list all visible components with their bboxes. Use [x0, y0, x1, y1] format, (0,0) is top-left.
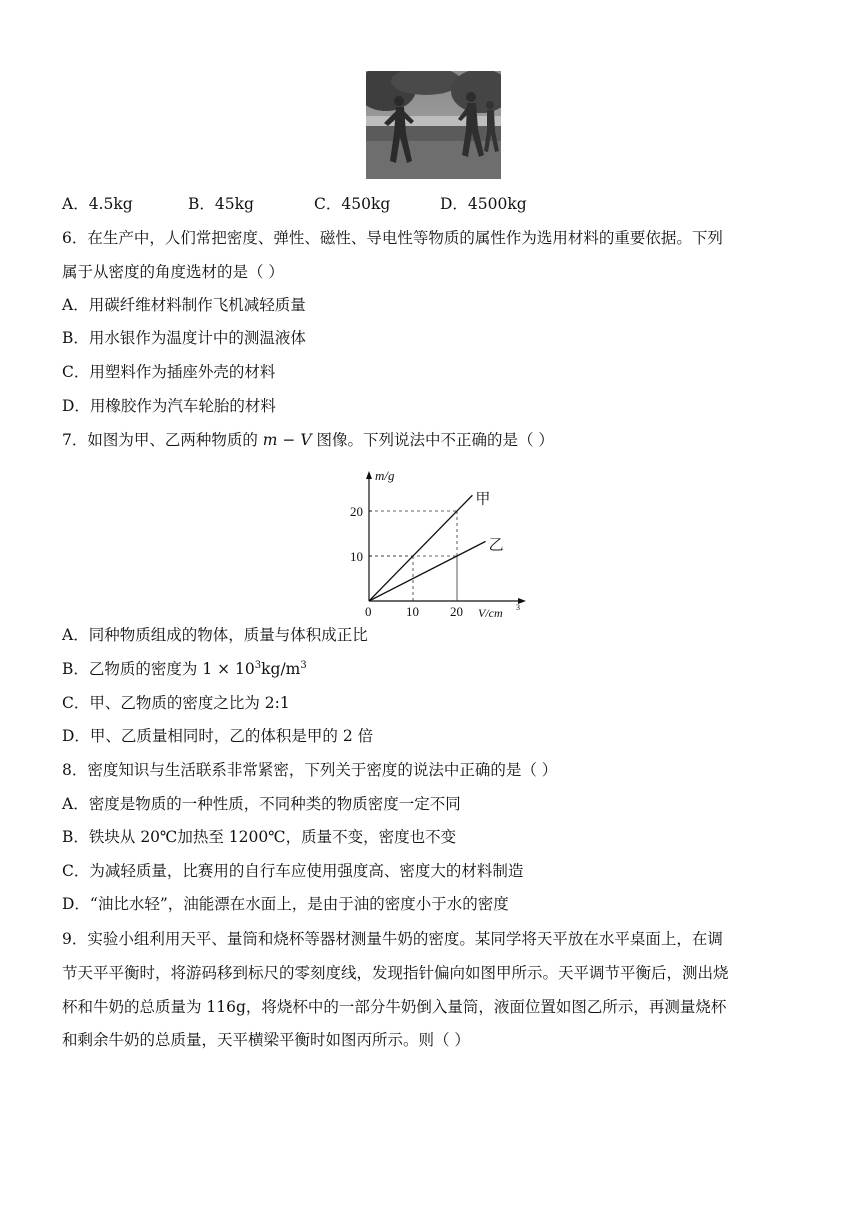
q6-stem-line2: 属于从密度的角度选材的是（ ） — [62, 263, 284, 281]
q5-option-a: A．4.5kg — [62, 195, 133, 213]
q7-option-a: A．同种物质组成的物体，质量与体积成正比 — [62, 626, 368, 644]
q8-option-d: D．“油比水轻”，油能漂在水面上，是由于油的密度小于水的密度 — [62, 895, 509, 913]
q5-option-b: B．45kg — [188, 195, 254, 213]
series-label-1: 乙 — [488, 537, 504, 554]
series-line-1 — [369, 541, 486, 601]
q7-stem: 7．如图为甲、乙两种物质的 m − V 图像。下列说法中不正确的是（ ） — [62, 431, 554, 449]
q8-option-a: A．密度是物质的一种性质，不同种类的物质密度一定不同 — [62, 795, 461, 813]
q5-option-c: C．450kg — [314, 195, 391, 213]
q8-option-b: B．铁块从 20℃加热至 1200℃，质量不变，密度也不变 — [62, 828, 457, 846]
m-v-chart — [350, 468, 530, 618]
q7-option-c: C．甲、乙物质的密度之比为 2:1 — [62, 694, 290, 712]
q9-line4: 和剩余牛奶的总质量，天平横梁平衡时如图丙所示。则（ ） — [62, 1031, 470, 1049]
runners-photo — [366, 71, 501, 179]
q6-option-a: A．用碳纤维材料制作飞机减轻质量 — [62, 296, 306, 314]
q5-option-d: D．4500kg — [440, 195, 527, 213]
y-axis-arrow — [366, 471, 372, 479]
q9-line1: 9．实验小组利用天平、量筒和烧杯等器材测量牛奶的密度。某同学将天平放在水平桌面上，在调 — [62, 930, 723, 948]
q9-line2: 节天平平衡时，将游码移到标尺的零刻度线，发现指针偏向如图甲所示。天平调节平衡后，测出烧 — [62, 964, 729, 982]
q6-option-c: C．用塑料作为插座外壳的材料 — [62, 363, 276, 381]
q6-option-d: D．用橡胶作为汽车轮胎的材料 — [62, 397, 276, 415]
q8-option-c: C．为减轻质量，比赛用的自行车应使用强度高、密度大的材料制造 — [62, 862, 524, 880]
q7-option-d: D．甲、乙质量相同时，乙的体积是甲的 2 倍 — [62, 727, 374, 745]
x-tick-label-0: 10 — [406, 604, 419, 618]
y-tick-label-1: 20 — [350, 504, 363, 519]
series-label-0: 甲 — [475, 491, 491, 508]
q7-option-b: B．乙物质的密度为 $1 \times 10^3kg/m^3$ — [62, 659, 307, 678]
q6-stem-line1: 6．在生产中，人们常把密度、弹性、磁性、导电性等物质的属性作为选用材料的重要依据。下列 — [62, 229, 723, 247]
y-tick-label-0: 10 — [350, 549, 363, 564]
x-axis-label-exp: 3 — [516, 603, 520, 612]
q8-stem: 8．密度知识与生活联系非常紧密，下列关于密度的说法中正确的是（ ） — [62, 761, 558, 779]
x-axis-label: V/cm — [478, 606, 503, 618]
q9-line3: 杯和牛奶的总质量为 116g，将烧杯中的一部分牛奶倒入量筒，液面位置如图乙所示，再测量烧杯 — [62, 998, 727, 1016]
y-axis-label: m/g — [375, 468, 395, 483]
q7-math: m − V — [262, 431, 312, 449]
origin-label: 0 — [365, 604, 372, 618]
q6-option-b: B．用水银作为温度计中的测温液体 — [62, 329, 306, 347]
x-tick-label-1: 20 — [450, 604, 463, 618]
